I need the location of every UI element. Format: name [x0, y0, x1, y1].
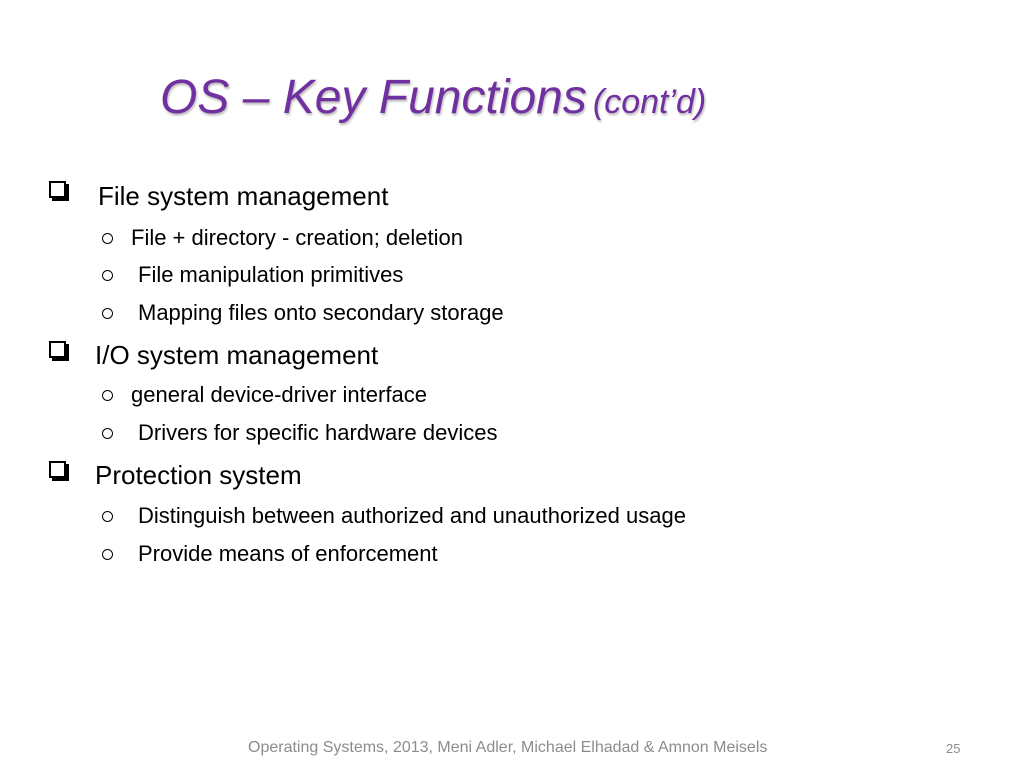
slide-footer: Operating Systems, 2013, Meni Adler, Michael Elhadad & Amnon Meisels: [248, 739, 768, 756]
slide-title-main: OS – Key Functions: [160, 71, 587, 124]
square-checkbox-icon: [49, 341, 66, 358]
sub-bullet-enforcement: Provide means of enforcement: [138, 541, 438, 566]
hollow-circle-icon: [102, 511, 113, 522]
bullet-protection-system: Protection system: [95, 460, 302, 490]
hollow-circle-icon: [102, 428, 113, 439]
slide-title-suffix: (cont’d): [592, 83, 707, 121]
square-checkbox-icon: [49, 181, 66, 198]
sub-bullet-distinguish-usage: Distinguish between authorized and unauthorized usage: [138, 503, 686, 528]
hollow-circle-icon: [102, 270, 113, 281]
hollow-circle-icon: [102, 308, 113, 319]
sub-bullet-device-driver-interface: general device-driver interface: [131, 382, 427, 407]
hollow-circle-icon: [102, 549, 113, 560]
sub-bullet-mapping-files: Mapping files onto secondary storage: [138, 300, 504, 325]
square-checkbox-icon: [49, 461, 66, 478]
sub-bullet-drivers-hardware: Drivers for specific hardware devices: [138, 420, 498, 445]
sub-bullet-file-directory: File + directory - creation; deletion: [131, 225, 463, 250]
bullet-file-system: File system management: [98, 181, 389, 211]
bullet-io-system: I/O system management: [95, 340, 379, 370]
sub-bullet-file-manipulation: File manipulation primitives: [138, 262, 404, 287]
slide-number: 25: [946, 741, 961, 756]
hollow-circle-icon: [102, 233, 113, 244]
slide-title: [160, 71, 707, 124]
hollow-circle-icon: [102, 390, 113, 401]
